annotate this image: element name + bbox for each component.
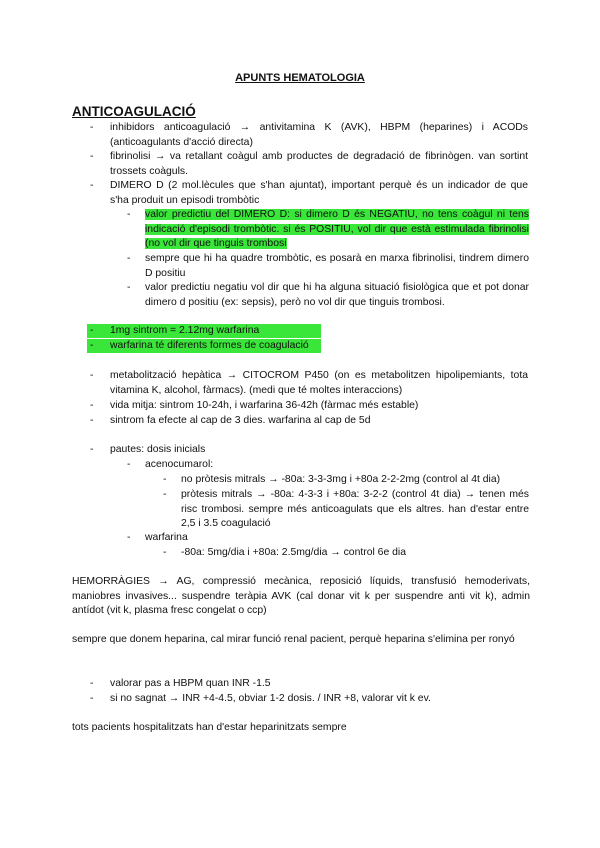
page-title: APUNTS HEMATOLOGIA: [235, 72, 365, 84]
bullet-dash: -: [127, 282, 131, 293]
list-item-text: metabolització hepàtica → CITOCROM P450 (on es metabolitzen hipolipemiants, tota vitamina K, alcohol, fàrmacs). (medi que té moltes interaccions): [110, 370, 528, 396]
list-item-text: sempre que hi ha quadre trombòtic, es posarà en marxa fibrinolisi, tindrem dimero D positiu: [145, 253, 529, 279]
list-item-text: fibrinolisi → va retallant coàgul amb productes de degradació de fibrinògen. van sortint trossets coàguls.: [110, 151, 528, 177]
bullet-dash: -: [163, 474, 167, 485]
list-item-text: warfarina: [145, 532, 188, 543]
bullet-dash: -: [127, 253, 131, 264]
bullet-dash: -: [127, 532, 131, 543]
bullet-dash: -: [90, 340, 94, 351]
bullet-dash: -: [90, 122, 94, 133]
bullet-dash: -: [163, 547, 167, 558]
list-item-text: pautes: dosis inicials: [110, 444, 206, 455]
bullet-dash: -: [127, 209, 131, 220]
list-item-text: valor predictiu negatiu vol dir que hi ha alguna situació fisiològica que et pot donar dimero d positiu (ex: sepsis), però no vol dir que tinguis trombosi.: [145, 282, 529, 308]
list-item-text: -80a: 5mg/dia i +80a: 2.5mg/dia → control 6e dia: [181, 547, 406, 558]
highlighted-text: warfarina té diferents formes de coagulació: [110, 340, 309, 351]
list-item-text: inhibidors anticoagulació → antivitamina K (AVK), HBPM (heparines) i ACODs (anticoagulants d'acció directa): [110, 122, 528, 148]
bullet-dash: -: [90, 444, 94, 455]
list-item-text: DIMERO D (2 mol.lècules que s'han ajuntat), important perquè és un indicador de que s'ha produit un episodi trombòtic: [110, 180, 528, 206]
bullet-dash: -: [90, 370, 94, 381]
highlighted-text: valor predictiu del DIMERO D: si dimero D és NEGATIU, no tens coàgul ni tens indicació d'episodi trombòtic. si és POSITIU, vol dir que està estimulada fibrinolisi (no vol dir que tinguis trombosi: [145, 209, 529, 250]
list-item-text: pròtesis mitrals → -80a: 4-3-3 i +80a: 3-2-2 (control 4t dia) → tenen més risc trombosi. sempre més anticoagulats que els altres. han d'estar entre 2,5 i 3.5 coagulació: [181, 489, 529, 530]
section-heading: ANTICOAGULACIÓ: [72, 104, 196, 119]
paragraph-hemorragies: HEMORRÀGIES → AG, compressió mecànica, reposició líquids, transfusió hemoderivats, maniobres invasives... suspendre teràpia AVK (cal donar vit k per suspendre anti vit k), admin antídot (vit k, plasma fresc congelat o ccp): [72, 576, 530, 617]
list-item-text: sintrom fa efecte al cap de 3 dies. warfarina al cap de 5d: [110, 415, 371, 426]
list-item-text: valorar pas a HBPM quan INR -1.5: [110, 678, 271, 689]
list-item-text: acenocumarol:: [145, 459, 214, 470]
bullet-dash: -: [90, 151, 94, 162]
bullet-dash: -: [127, 459, 131, 470]
bullet-dash: -: [90, 693, 94, 704]
paragraph-heparina: sempre que donem heparina, cal mirar funció renal pacient, perquè heparina s'elimina per ronyó: [72, 634, 515, 645]
list-item-text: vida mitja: sintrom 10-24h, i warfarina 36-42h (fàrmac més estable): [110, 400, 419, 411]
list-item-text: si no sagnat → INR +4-4.5, obviar 1-2 dosis. / INR +8, valorar vit k ev.: [110, 693, 431, 704]
bullet-dash: -: [90, 180, 94, 191]
bullet-dash: -: [90, 415, 94, 426]
bullet-dash: -: [90, 678, 94, 689]
paragraph-final: tots pacients hospitalitzats han d'estar heparinitzats sempre: [72, 722, 347, 733]
bullet-dash: -: [163, 489, 167, 500]
bullet-dash: -: [90, 400, 94, 411]
bullet-dash: -: [90, 325, 94, 336]
highlighted-text: 1mg sintrom = 2.12mg warfarina: [110, 325, 260, 336]
list-item-text: no pròtesis mitrals → -80a: 3-3-3mg i +80a 2-2-2mg (control al 4t dia): [181, 474, 501, 485]
